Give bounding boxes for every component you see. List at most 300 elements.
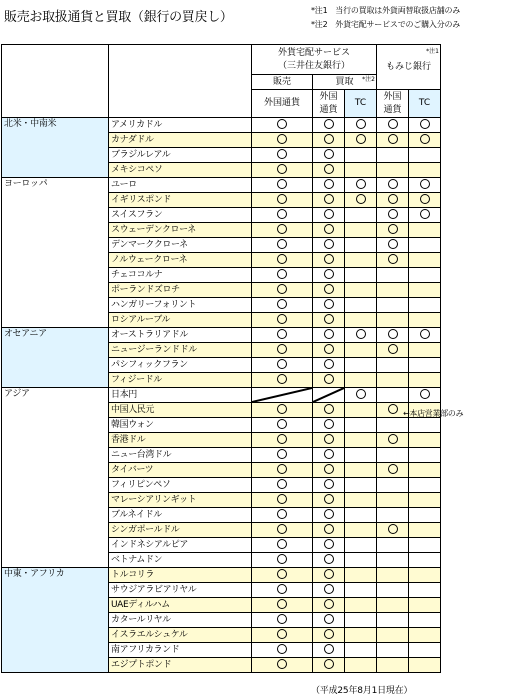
available-mark [377,133,409,148]
currency-name: ノルウェークローネ [109,253,252,268]
empty-mark [345,148,377,163]
circle-mark-icon [324,224,334,234]
available-mark [252,118,313,133]
empty-mark [409,493,441,508]
circle-mark-icon [324,644,334,654]
circle-mark-icon [420,329,430,339]
available-mark [252,208,313,223]
available-mark [252,298,313,313]
available-mark [313,538,345,553]
currency-name: シンガポールドル [109,523,252,538]
circle-mark-icon [324,419,334,429]
available-mark [377,343,409,358]
available-mark [377,178,409,193]
available-mark [252,613,313,628]
available-mark [252,523,313,538]
empty-mark [409,238,441,253]
currency-name: インドネシアルピア [109,538,252,553]
currency-name: チェココルナ [109,268,252,283]
not-applicable-cell [252,388,313,403]
footnote-2: *注2 外貨宅配サービスでのご購入分のみ [311,20,461,29]
empty-mark [345,238,377,253]
header-group-smbc-line1: 外貨宅配サービス [277,47,350,58]
currency-name: スイスフラン [109,208,252,223]
available-mark [252,223,313,238]
empty-mark [409,283,441,298]
circle-mark-icon [277,164,287,174]
empty-mark [377,148,409,163]
table-row [2,178,441,193]
currency-name: 香港ドル [109,433,252,448]
empty-mark [377,493,409,508]
empty-mark [345,418,377,433]
circle-mark-icon [277,149,287,159]
empty-mark [409,628,441,643]
available-mark [313,568,345,583]
region-label: オセアニア [2,328,109,388]
circle-mark-icon [388,194,398,204]
available-mark [377,253,409,268]
circle-mark-icon [324,509,334,519]
circle-mark-icon [277,509,287,519]
empty-mark [345,568,377,583]
header-corner [2,45,109,118]
available-mark [252,403,313,418]
available-mark [345,118,377,133]
available-mark [377,208,409,223]
circle-mark-icon [277,329,287,339]
empty-mark [345,658,377,673]
circle-mark-icon [356,194,366,204]
circle-mark-icon [420,119,430,129]
circle-mark-icon [277,134,287,144]
circle-mark-icon [420,194,430,204]
available-mark [252,328,313,343]
circle-mark-icon [277,194,287,204]
circle-mark-icon [277,584,287,594]
not-applicable-cell [313,388,345,403]
circle-mark-icon [324,119,334,129]
currency-name: ベトナムドン [109,553,252,568]
available-mark [313,298,345,313]
available-mark [313,118,345,133]
available-mark [409,118,441,133]
available-mark [377,328,409,343]
currency-name: デンマーククローネ [109,238,252,253]
currency-name: ニュージーランドドル [109,343,252,358]
circle-mark-icon [277,524,287,534]
currency-name: タイバーツ [109,463,252,478]
available-mark [313,613,345,628]
available-mark [252,433,313,448]
currency-name: 中国人民元 [109,403,252,418]
circle-mark-icon [277,629,287,639]
available-mark [313,658,345,673]
available-mark [313,523,345,538]
circle-mark-icon [277,269,287,279]
table-row [2,568,441,583]
available-mark [377,223,409,238]
available-mark [313,328,345,343]
available-mark [313,283,345,298]
empty-mark [345,343,377,358]
empty-mark [345,358,377,373]
circle-mark-icon [324,629,334,639]
header-buy [313,75,377,90]
empty-mark [377,628,409,643]
note1-mark: *注1 [426,48,439,55]
empty-mark [409,433,441,448]
available-mark [313,448,345,463]
circle-mark-icon [277,659,287,669]
header-buy-label: 買取 [335,76,354,87]
empty-mark [377,298,409,313]
circle-mark-icon [324,254,334,264]
circle-mark-icon [388,464,398,474]
circle-mark-icon [277,359,287,369]
circle-mark-icon [277,239,287,249]
available-mark [252,373,313,388]
available-mark [252,508,313,523]
empty-mark [345,553,377,568]
circle-mark-icon [277,299,287,309]
available-mark [252,658,313,673]
circle-mark-icon [324,179,334,189]
currency-name: 韓国ウォン [109,418,252,433]
diagonal-line-icon [313,388,344,402]
header-foreign-cash-2 [313,90,345,118]
available-mark [345,328,377,343]
empty-mark [345,523,377,538]
available-mark [313,628,345,643]
circle-mark-icon [324,164,334,174]
available-mark [313,373,345,388]
empty-mark [345,643,377,658]
currency-name: ユーロ [109,178,252,193]
table-row [2,388,441,403]
circle-mark-icon [277,479,287,489]
available-mark [252,343,313,358]
header-foreign-cash-3-l1: 外国 [383,91,402,102]
circle-mark-icon [388,344,398,354]
page-title: 販売お取扱通貨と買取（銀行の買戻し） [4,10,233,25]
available-mark [252,553,313,568]
header-group-smbc-line2: （三井住友銀行） [277,60,350,71]
available-mark [313,343,345,358]
available-mark [252,358,313,373]
circle-mark-icon [388,179,398,189]
header-foreign-cash: 外国通貨 [252,90,313,118]
available-mark [252,463,313,478]
available-mark [409,388,441,403]
available-mark [252,193,313,208]
available-mark [252,493,313,508]
available-mark [313,193,345,208]
circle-mark-icon [277,554,287,564]
header-tc-2: TC [409,90,441,118]
empty-mark [377,553,409,568]
circle-mark-icon [388,524,398,534]
currency-name: パシフィックフラン [109,358,252,373]
available-mark [313,553,345,568]
circle-mark-icon [277,614,287,624]
empty-mark [377,448,409,463]
available-mark [409,208,441,223]
circle-mark-icon [277,644,287,654]
currency-name: 南アフリカランド [109,643,252,658]
empty-mark [377,163,409,178]
circle-mark-icon [324,449,334,459]
empty-mark [409,358,441,373]
available-mark [313,313,345,328]
circle-mark-icon [277,314,287,324]
circle-mark-icon [356,329,366,339]
circle-mark-icon [388,224,398,234]
available-mark [252,133,313,148]
empty-mark [345,628,377,643]
circle-mark-icon [324,314,334,324]
region-label: アジア [2,388,109,568]
available-mark [313,238,345,253]
available-mark [313,418,345,433]
circle-mark-icon [277,569,287,579]
available-mark [377,118,409,133]
empty-mark [409,268,441,283]
footer-date: （平成25年8月1日現在） [311,686,413,696]
circle-mark-icon [277,494,287,504]
available-mark [377,238,409,253]
available-mark [313,163,345,178]
empty-mark [377,598,409,613]
circle-mark-icon [277,449,287,459]
currency-name: イスラエルシュケル [109,628,252,643]
empty-mark [345,493,377,508]
circle-mark-icon [324,239,334,249]
empty-mark [345,313,377,328]
empty-mark [345,373,377,388]
available-mark [252,643,313,658]
table-row [2,328,441,343]
circle-mark-icon [324,329,334,339]
empty-mark [409,223,441,238]
footnote-1: *注1 当行の買取は外貨両替取扱店舗のみ [311,6,461,15]
empty-mark [409,658,441,673]
empty-mark [377,283,409,298]
currency-name: ハンガリーフォリント [109,298,252,313]
note2-mark: *注2 [362,76,375,83]
available-mark [377,433,409,448]
header-group-momiji-label: もみじ銀行 [385,61,431,72]
available-mark [252,628,313,643]
header-sell: 販売 [252,75,313,90]
available-mark [377,463,409,478]
currency-name: マレーシアリンギット [109,493,252,508]
currency-name: サウジアラビアリヤル [109,583,252,598]
empty-mark [409,418,441,433]
currency-name: カナダドル [109,133,252,148]
currency-name: オーストラリアドル [109,328,252,343]
empty-mark [409,613,441,628]
available-mark [313,478,345,493]
empty-mark [409,298,441,313]
available-mark [252,583,313,598]
available-mark [313,643,345,658]
table-row [2,118,441,133]
available-mark [313,493,345,508]
empty-mark [345,163,377,178]
empty-mark [377,658,409,673]
available-mark [345,133,377,148]
diagonal-line-icon [252,388,312,402]
available-mark [252,253,313,268]
available-mark [313,133,345,148]
side-note: ←本店営業部のみ [403,409,464,418]
available-mark [313,253,345,268]
currency-name: ポーランドズロチ [109,283,252,298]
circle-mark-icon [324,494,334,504]
region-label: 中東・アフリカ [2,568,109,673]
circle-mark-icon [324,359,334,369]
empty-mark [377,583,409,598]
available-mark [377,523,409,538]
empty-mark [345,433,377,448]
circle-mark-icon [277,374,287,384]
currency-name: スウェーデンクローネ [109,223,252,238]
empty-mark [409,373,441,388]
header-corner-2 [109,45,252,118]
available-mark [252,313,313,328]
header-foreign-cash-2-l1: 外国 [319,91,338,102]
circle-mark-icon [277,224,287,234]
available-mark [313,178,345,193]
available-mark [313,358,345,373]
circle-mark-icon [388,254,398,264]
circle-mark-icon [324,344,334,354]
empty-mark [345,208,377,223]
available-mark [313,463,345,478]
circle-mark-icon [277,344,287,354]
circle-mark-icon [388,329,398,339]
circle-mark-icon [388,434,398,444]
currency-name: ブラジルレアル [109,148,252,163]
circle-mark-icon [277,119,287,129]
empty-mark [409,508,441,523]
currency-name: メキシコペソ [109,163,252,178]
currency-name: ニュー台湾ドル [109,448,252,463]
circle-mark-icon [388,209,398,219]
currency-name: 日本円 [109,388,252,403]
available-mark [313,433,345,448]
header-foreign-cash-3 [377,90,409,118]
header-tc: TC [345,90,377,118]
available-mark [252,238,313,253]
circle-mark-icon [324,149,334,159]
circle-mark-icon [388,239,398,249]
empty-mark [345,508,377,523]
circle-mark-icon [420,134,430,144]
circle-mark-icon [324,584,334,594]
circle-mark-icon [324,209,334,219]
empty-mark [409,343,441,358]
empty-mark [345,538,377,553]
available-mark [409,133,441,148]
circle-mark-icon [277,179,287,189]
circle-mark-icon [420,389,430,399]
header-foreign-cash-2-l2: 通貨 [319,104,338,115]
available-mark [252,538,313,553]
empty-mark [409,598,441,613]
available-mark [252,448,313,463]
empty-mark [409,448,441,463]
circle-mark-icon [388,134,398,144]
circle-mark-icon [277,419,287,429]
header-group-smbc [252,45,377,75]
empty-mark [377,613,409,628]
empty-mark [377,358,409,373]
circle-mark-icon [277,539,287,549]
circle-mark-icon [388,404,398,414]
empty-mark [377,538,409,553]
available-mark [313,223,345,238]
available-mark [313,403,345,418]
circle-mark-icon [356,134,366,144]
circle-mark-icon [324,539,334,549]
region-label: 北米・中南米 [2,118,109,178]
empty-mark [345,613,377,628]
circle-mark-icon [277,284,287,294]
currency-name: フィジードル [109,373,252,388]
currency-name: トルコリラ [109,568,252,583]
circle-mark-icon [324,614,334,624]
circle-mark-icon [277,599,287,609]
empty-mark [409,463,441,478]
circle-mark-icon [356,389,366,399]
currency-table [1,44,441,673]
available-mark [252,598,313,613]
available-mark [313,208,345,223]
circle-mark-icon [420,209,430,219]
currency-name: ロシアルーブル [109,313,252,328]
empty-mark [409,583,441,598]
circle-mark-icon [277,209,287,219]
currency-name: アメリカドル [109,118,252,133]
available-mark [345,193,377,208]
available-mark [252,148,313,163]
circle-mark-icon [324,659,334,669]
circle-mark-icon [324,479,334,489]
circle-mark-icon [356,179,366,189]
circle-mark-icon [277,404,287,414]
empty-mark [377,313,409,328]
circle-mark-icon [277,434,287,444]
region-label: ヨーロッパ [2,178,109,328]
currency-name: UAEディルハム [109,598,252,613]
empty-mark [345,298,377,313]
empty-mark [377,268,409,283]
available-mark [252,178,313,193]
empty-mark [409,148,441,163]
available-mark [313,583,345,598]
empty-mark [377,643,409,658]
footnotes [311,4,460,32]
circle-mark-icon [277,254,287,264]
available-mark [252,163,313,178]
empty-mark [345,283,377,298]
available-mark [252,268,313,283]
available-mark [377,193,409,208]
header-group-momiji [377,45,441,90]
circle-mark-icon [324,599,334,609]
